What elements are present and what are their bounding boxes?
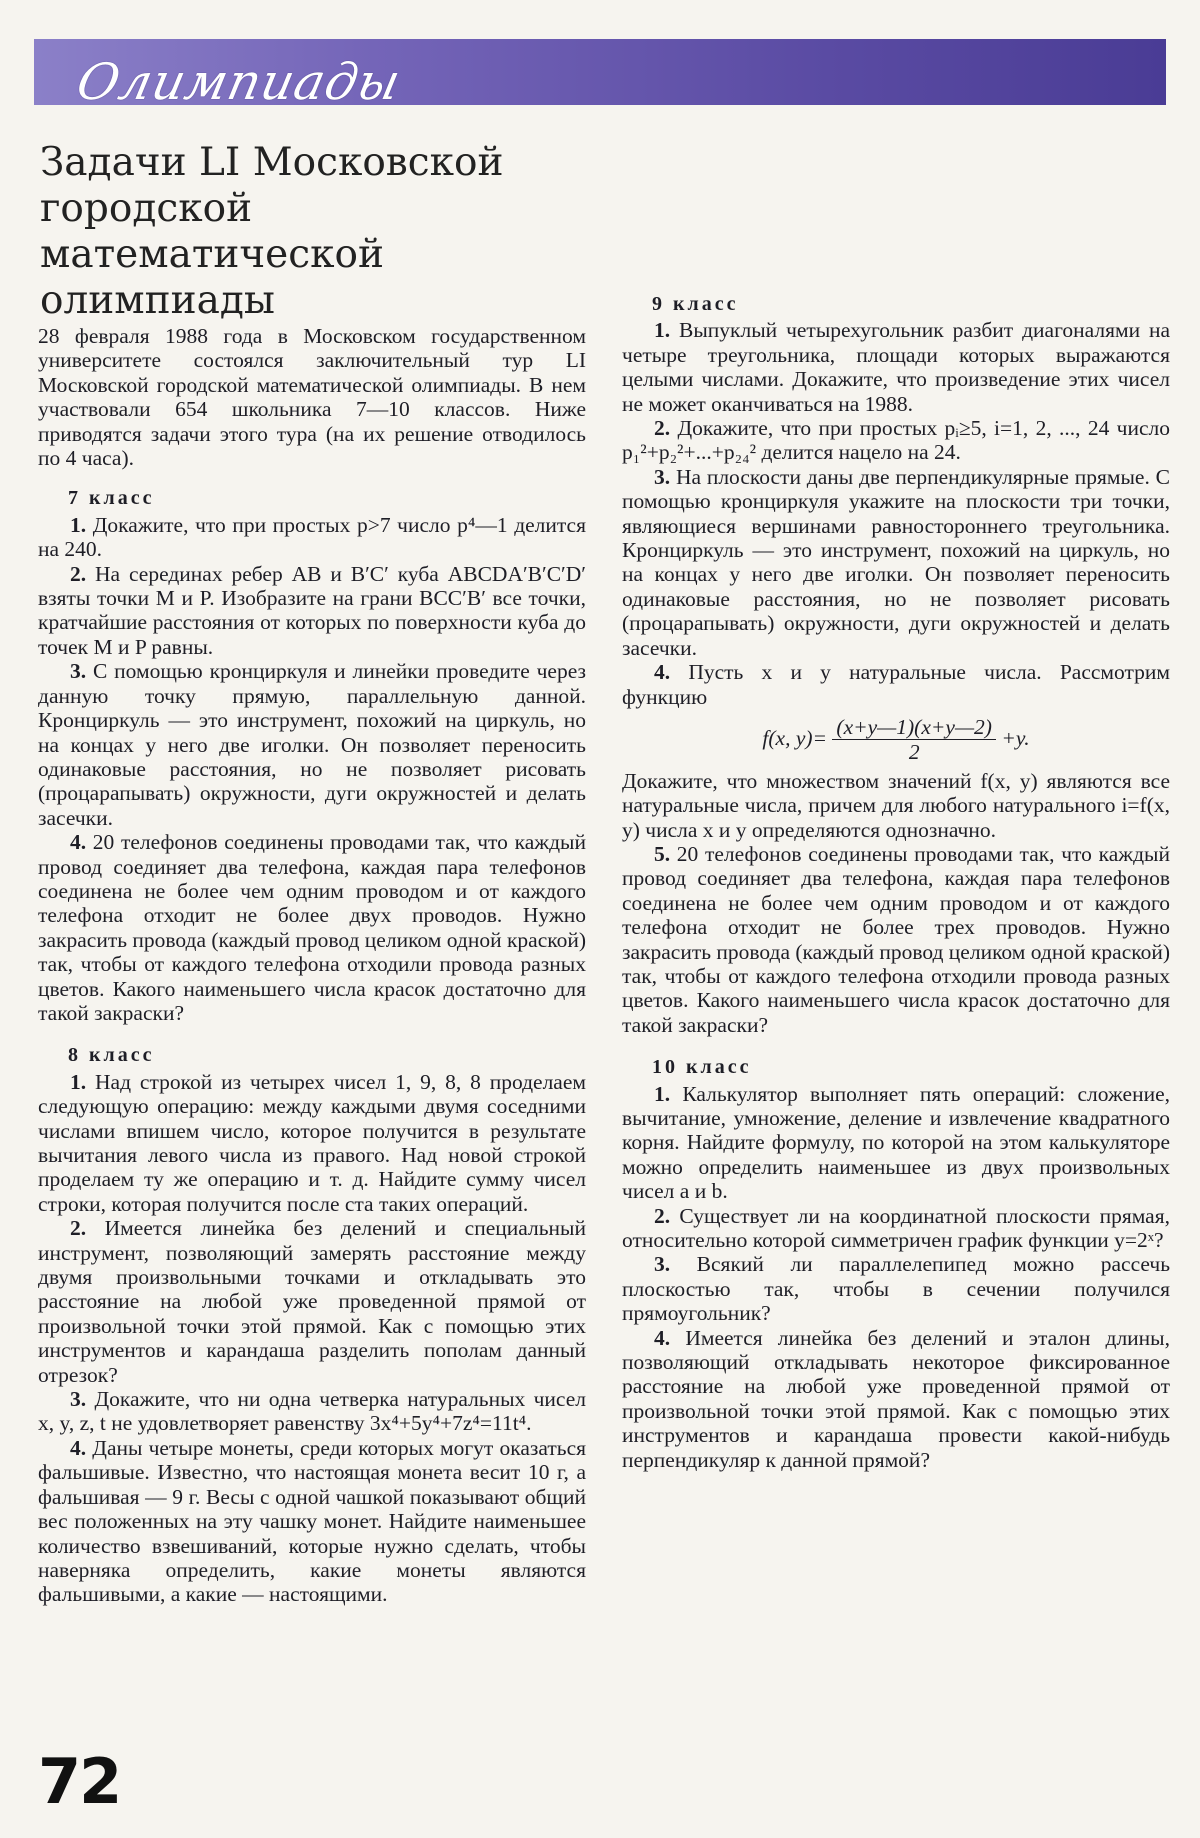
grade7-heading: 7 класс: [68, 487, 155, 510]
task-number: 1.: [70, 1069, 87, 1094]
task-text: Имеется линейка без делений и эталон длины, позволяющий откладывать некоторое фиксированное расстояние на любой уже проведенной прямой от произвольной точки этой прямой. Как с помощью этих инструментов и карандаша провести какой-нибудь перпендикуляр к данной прямой?: [622, 1325, 1171, 1472]
task-text: Выпуклый четырехугольник разбит диагоналями на четыре треугольника, площади которых выражаются целыми числами. Докажите, что произведение этих чисел не может оканчиваться на 1988.: [622, 318, 1170, 416]
task-text: Докажите, что при простых p>7 число p⁴—1 делится на 240.: [38, 512, 586, 562]
task-text: Даны четыре монеты, среди которых могут оказаться фальшивые. Известно, что настоящая монета весит 10 г, а фальшивая — 9 г. Весы с одной чашкой показывают общий вес положенных на эту чашку монет. Найдите наименьшее количество взвешиваний, которые нужно сделать, чтобы наверняка определить, какие монеты являются фальшивыми, а какие — настоящими.: [38, 1435, 586, 1607]
task-9-5: [622, 842, 1170, 1037]
formula-denominator: 2: [908, 740, 920, 765]
task-text: Имеется линейка без делений и специальный инструмент, позволяющий замерять расстояние между двумя произвольными точками и откладывать это расстояние на любой уже проведенной прямой от произвольной точки этой прямой. Как с помощью этих инструментов и карандаша разделить пополам данный отрезок?: [38, 1216, 586, 1387]
task-number: 3.: [70, 659, 87, 684]
task-number: 1.: [654, 1081, 671, 1106]
right-column: [622, 142, 1170, 1472]
task-text: Всякий ли параллелепипед можно рассечь плоскостью так, чтобы в сечении получился прямоугольник?: [622, 1252, 1171, 1326]
task-text: Докажите, что при простых pᵢ≥5, i=1, 2, ..., 24 число p₁²+p₂²+...+p₂₄² делится нацело на 24.: [622, 416, 1170, 465]
task-8-2: [38, 1216, 586, 1387]
formula-numerator: (x+y—1)(x+y—2): [832, 715, 996, 740]
task-text: Калькулятор выполняет пять операций: сложение, вычитание, умножение, деление и извлечение квадратного корня. Найдите формулу, по которой на этом калькуляторе можно определить наименьшее из двух произвольных чисел a и b.: [622, 1081, 1171, 1204]
section-banner: [34, 39, 1166, 111]
left-column: [38, 324, 586, 1607]
task-number: 1.: [654, 318, 671, 343]
task-number: 4.: [654, 1325, 671, 1350]
task-number: 1.: [70, 512, 87, 537]
task-7-4: [38, 830, 586, 1025]
function-formula: [622, 715, 1170, 765]
section-title-script: Олимпиады: [71, 53, 407, 111]
formula-lhs: f(x, y)=: [762, 725, 828, 750]
task-9-1: [622, 318, 1170, 416]
grade8-heading: 8 класс: [68, 1044, 155, 1067]
task-number: 2.: [70, 561, 87, 586]
formula-fraction: [832, 715, 996, 765]
task-text: Докажите, что ни одна четверка натуральных чисел x, y, z, t не удовлетворяет равенству 3x⁴+5y⁴+7z⁴=11t⁴.: [38, 1387, 587, 1436]
formula-rhs: +y.: [1001, 725, 1030, 750]
task-9-4: [622, 660, 1170, 709]
task-text: На серединах ребер AB и B′C′ куба ABCDA′B′C′D′ взяты точки M и P. Изобразите на грани BCC′B′ все точки, кратчайшие расстояния от которых по поверхности куба до точек M и P равны.: [38, 561, 586, 659]
task-text: Над строкой из четырех чисел 1, 9, 8, 8 проделаем следующую операцию: между каждыми двумя соседними числами впишем число, которое получится в результате вычитания левого числа из правого. Над новой строкой проделаем ту же операцию и т. д. Найдите сумму чисел строки, которая получится после ста таких операций.: [38, 1069, 587, 1216]
task-number: 4.: [654, 660, 671, 685]
article-title: Задачи LI Московской городской математической олимпиады: [40, 140, 504, 323]
task-10-1: [622, 1082, 1170, 1204]
task-7-3: [38, 659, 586, 830]
intro-paragraph: 28 февраля 1988 года в Московском государственном университете состоялся заключительный тур LI Московской городской математической олимпиады. В нем участвовали 654 школьника 7—10 классов. Ниже приводятся задачи этого тура (на их решение отводилось по 4 часа).: [38, 324, 586, 471]
task-text: На плоскости даны две перпендикулярные прямые. С помощью кронциркуля укажите на плоскости три точки, являющиеся вершинами равностороннего треугольника. Кронциркуль — это инструмент, похожий на циркуль, но на концах у него две иголки. Он позволяет переносить одинаковые расстояния, но не позволяет рисовать (процарапывать) окружности, дуги окружностей и делать засечки.: [622, 464, 1171, 660]
task-text: С помощью кронциркуля и линейки проведите через данную точку прямую, параллельную данной. Кронциркуль — это инструмент, похожий на циркуль, но на концах у него две иголки. Он позволяет переносить одинаковые расстояния, но не позволяет рисовать (процарапывать) окружности, дуги окружностей и делать засечки.: [38, 659, 586, 830]
task-8-3: [38, 1387, 586, 1436]
task-number: 4.: [70, 1435, 87, 1460]
task-text: 20 телефонов соединены проводами так, что каждый провод соединяет два телефона, каждая пара телефонов соединена не более чем одним проводом и от каждого телефона отходит не более двух проводов. Нужно закрасить провода (каждый провод целиком одной краской) так, чтобы от каждого телефона отходили провода разных цветов. Какого наименьшего числа красок достаточно для такой закраски?: [38, 830, 587, 1025]
page-number: 72: [38, 1745, 121, 1818]
task-9-2: [622, 416, 1170, 465]
task-7-1: [38, 513, 586, 562]
task-10-4: [622, 1326, 1170, 1472]
task-number: 3.: [654, 1252, 671, 1277]
task-number: 2.: [654, 416, 671, 441]
task-10-3: [622, 1252, 1170, 1325]
task-9-4-continuation: Докажите, что множеством значений f(x, y) являются все натуральные числа, причем для любого натурального i=f(x, y) числа x и y определяются однозначно.: [622, 768, 1170, 842]
task-number: 5.: [654, 841, 671, 866]
task-number: 3.: [654, 464, 671, 489]
task-number: 3.: [70, 1387, 87, 1412]
task-text: Пусть x и y натуральные числа. Рассмотрим функцию: [622, 660, 1170, 709]
task-number: 2.: [654, 1203, 671, 1228]
task-text: Существует ли на координатной плоскости прямая, относительно которой симметричен график функции y=2ˣ?: [622, 1203, 1170, 1253]
task-number: 2.: [70, 1216, 87, 1241]
task-9-3: [622, 465, 1170, 660]
task-8-1: [38, 1070, 586, 1216]
task-number: 4.: [70, 830, 87, 855]
grade10-heading: 10 класс: [652, 1056, 752, 1079]
task-10-2: [622, 1204, 1170, 1253]
task-8-4: [38, 1436, 586, 1607]
grade9-heading: 9 класс: [652, 293, 739, 315]
task-7-2: [38, 562, 586, 660]
task-text: 20 телефонов соединены проводами так, что каждый провод соединяет два телефона, каждая пара телефонов соединена не более чем одним проводом и от каждого телефона отходит не более трех проводов. Нужно закрасить провода (каждый провод целиком одной краской) так, чтобы от каждого телефона отходили провода разных цветов. Какого наименьшего числа красок достаточно для такой закраски?: [622, 841, 1171, 1037]
